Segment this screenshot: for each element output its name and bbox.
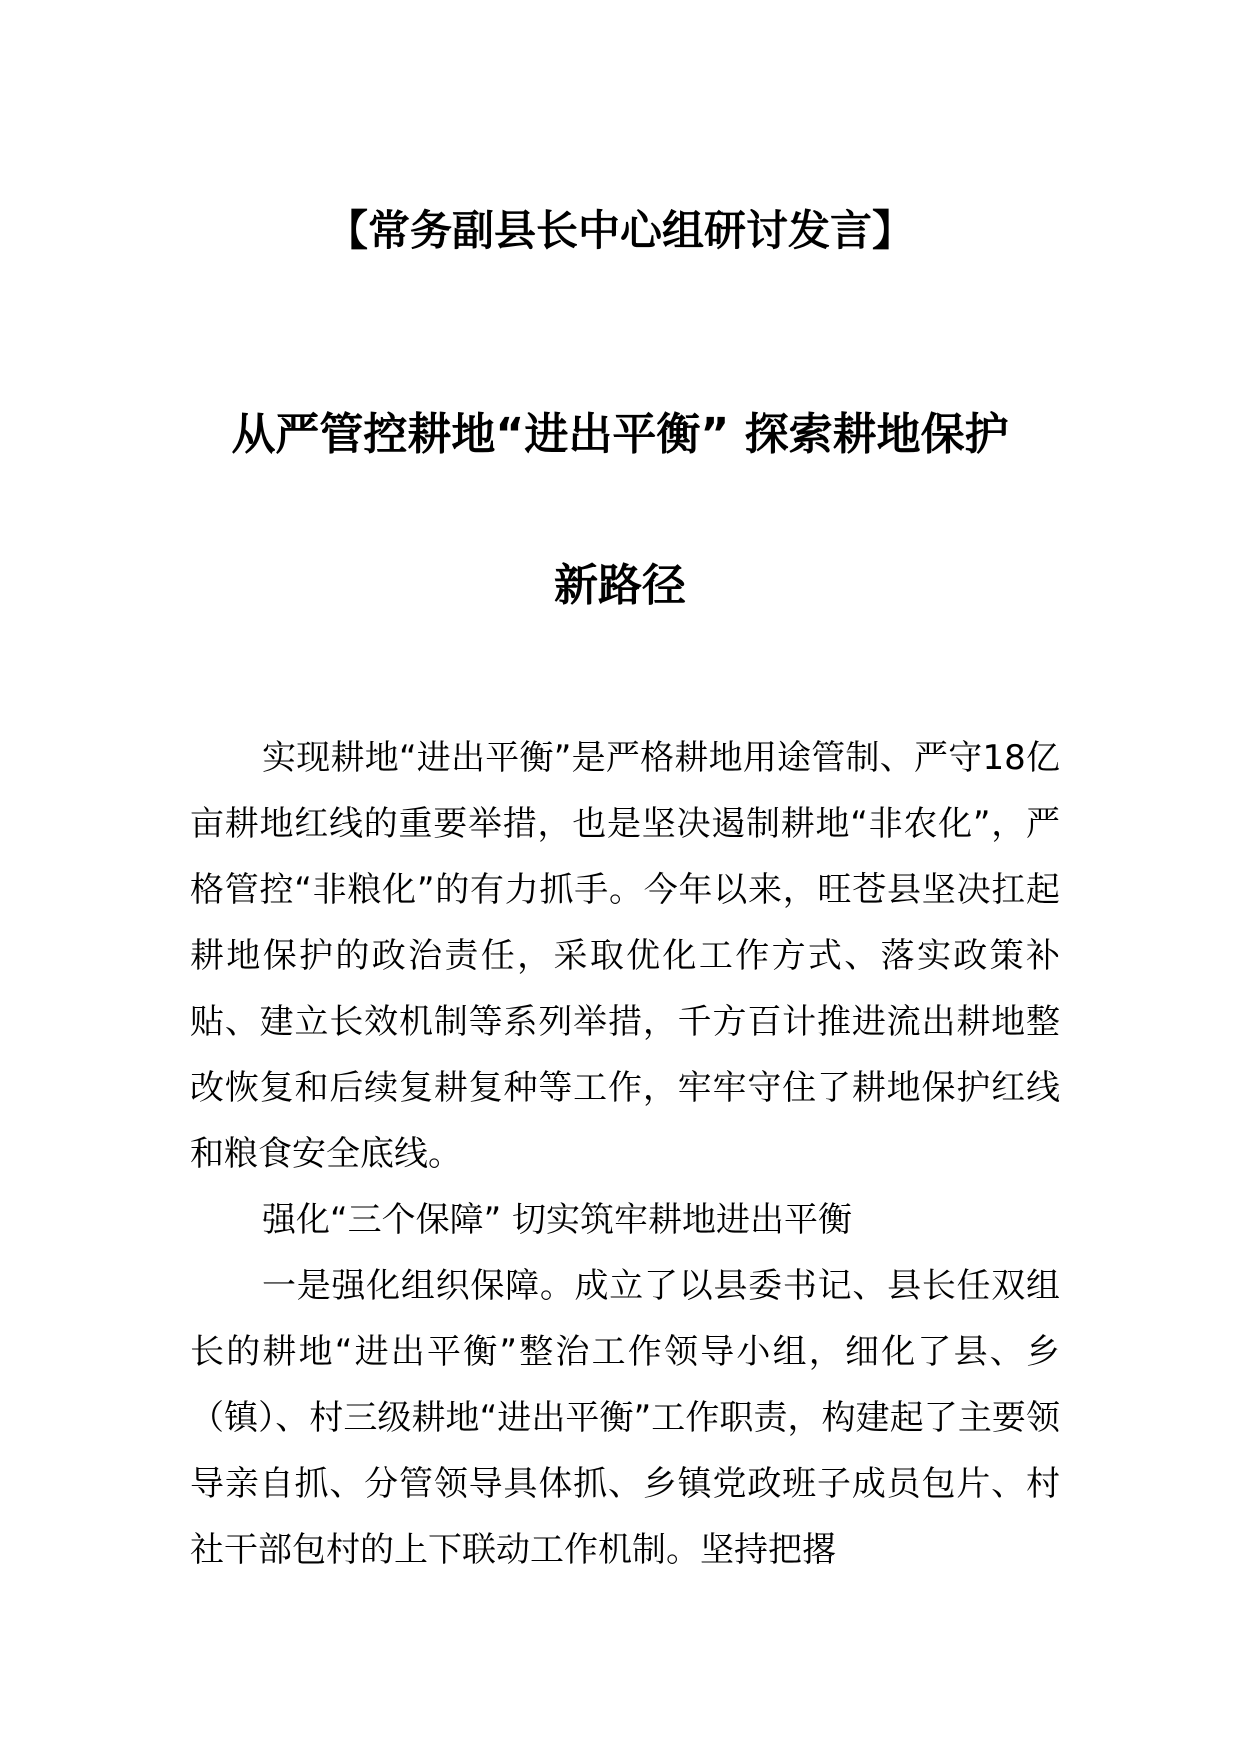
header-title: 【常务副县长中心组研讨发言】 <box>325 206 914 255</box>
section-heading: 强化“三个保障” 切实筑牢耕地进出平衡 <box>262 1200 853 1240</box>
document-title-line1: 从严管控耕地“进出平衡” 探索耕地保护 <box>231 409 1009 460</box>
paragraph-organization: 一是强化组织保障。成立了以县委书记、县长任双组长的耕地“进出平衡”整治工作领导小组，细化了县、乡（镇）、村三级耕地“进出平衡”工作职责，构建起了主要领导亲自抓、分管领导具体抓、乡镇党政班子成员包片、村社干部包村的上下联动工作机制。坚持把撂 <box>190 1266 1060 1570</box>
paragraph-intro: 实现耕地“进出平衡”是严格耕地用途管制、严守18亿亩耕地红线的重要举措，也是坚决遏制耕地“非农化”，严格管控“非粮化”的有力抓手。今年以来，旺苍县坚决扛起耕地保护的政治责任，采取优化工作方式、落实政策补贴、建立长效机制等系列举措，千方百计推进流出耕地整改恢复和后续复耕复种等工作，牢牢守住了耕地保护红线和粮食安全底线。 <box>190 738 1060 1174</box>
document-title-line2: 新路径 <box>554 560 686 611</box>
document-body <box>190 725 1060 1583</box>
